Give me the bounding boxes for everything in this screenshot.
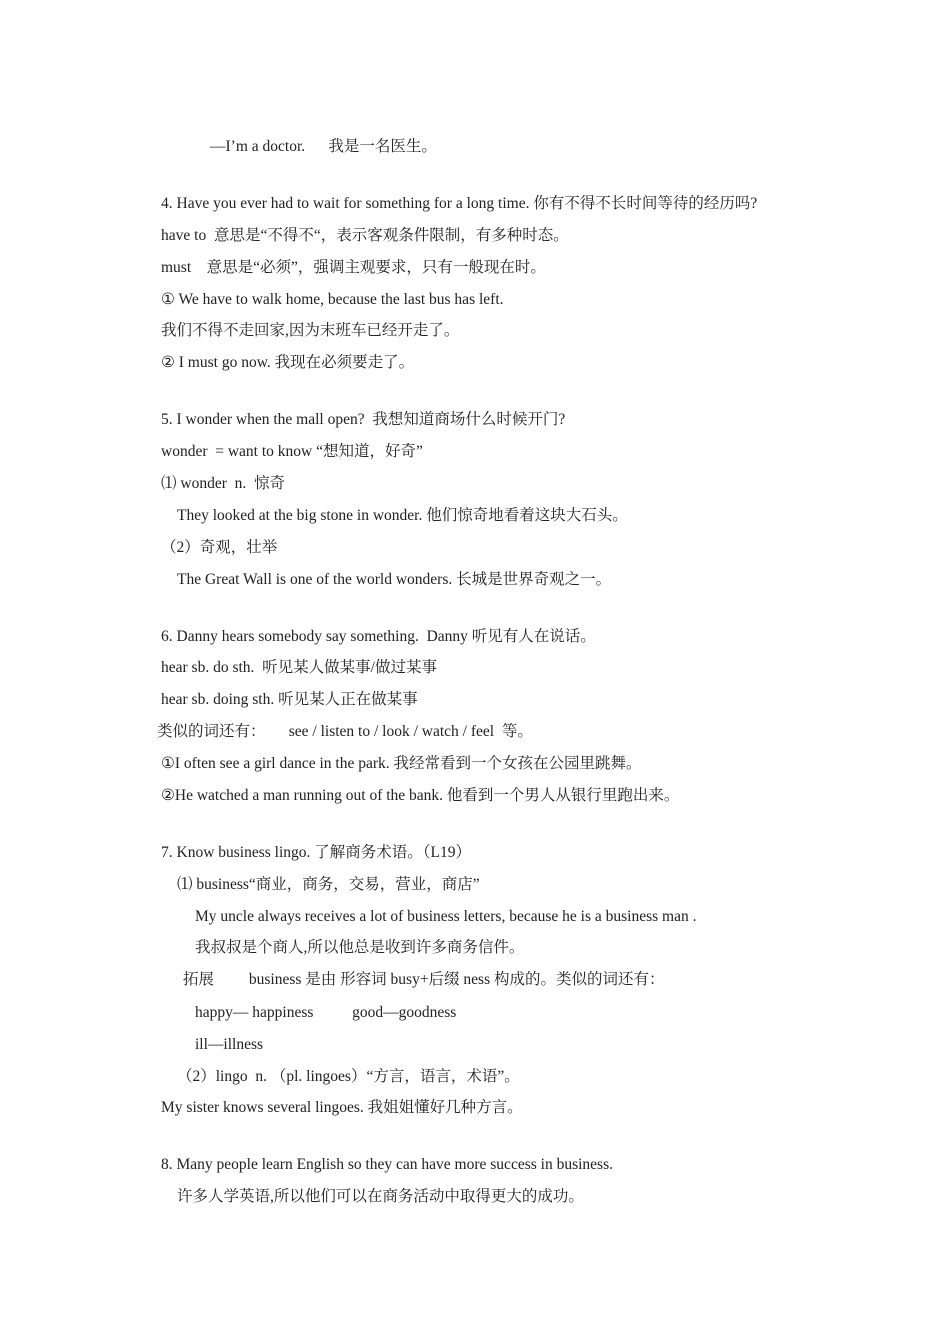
item-6-heading: 6. Danny hears somebody say something. Danny 听见有人在说话。 (161, 628, 596, 645)
text-line: ⑴ business“商业，商务，交易，营业，商店” (177, 876, 480, 893)
text-line: hear sb. doing sth. 听见某人正在做某事 (161, 691, 418, 708)
text-line: ill—illness (195, 1036, 264, 1053)
text-line: 类似的词还有： see / listen to / look / watch / feel 等。 (157, 723, 533, 740)
text-line: My sister knows several lingoes. 我姐姐懂好几种方言。 (161, 1099, 523, 1116)
text-line: have to 意思是“不得不“，表示客观条件限制，有多种时态。 (161, 227, 569, 244)
text-line: The Great Wall is one of the world wonders. 长城是世界奇观之一。 (177, 571, 612, 588)
text-line: （2）lingo n. （pl. lingoes）“方言，语言，术语”。 (177, 1068, 520, 1085)
text-line: ①I often see a girl dance in the park. 我经常看到一个女孩在公园里跳舞。 (161, 755, 642, 772)
text-line: —I’m a doctor. 我是一名医生。 (210, 138, 437, 155)
text-line: They looked at the big stone in wonder. 他们惊奇地看着这块大石头。 (177, 507, 628, 524)
text-line: 许多人学英语,所以他们可以在商务活动中取得更大的成功。 (177, 1188, 584, 1205)
text-line: hear sb. do sth. 听见某人做某事/做过某事 (161, 659, 437, 676)
text-line: ⑴ wonder n. 惊奇 (161, 475, 285, 492)
text-line: must 意思是“必须”，强调主观要求，只有一般现在时。 (161, 259, 546, 276)
text-line: My uncle always receives a lot of business letters, because he is a business man . (195, 908, 697, 925)
text-line: 我们不得不走回家,因为末班车已经开走了。 (161, 322, 460, 339)
text-line: 我叔叔是个商人,所以他总是收到许多商务信件。 (195, 939, 525, 956)
text-line: happy— happiness good—goodness (195, 1004, 457, 1021)
text-line: ②He watched a man running out of the bank. 他看到一个男人从银行里跑出来。 (161, 787, 680, 804)
text-line: ① We have to walk home, because the last bus has left. (161, 291, 504, 308)
item-7-heading: 7. Know business lingo. 了解商务术语。（L19） (161, 844, 472, 861)
item-5-heading: 5. I wonder when the mall open? 我想知道商场什么时候开门? (161, 411, 566, 428)
text-line: wonder = want to know “想知道，好奇” (161, 443, 423, 460)
text-line: ② I must go now. 我现在必须要走了。 (161, 354, 415, 371)
text-line: （2）奇观，壮举 (161, 539, 278, 556)
item-4-heading: 4. Have you ever had to wait for something for a long time. 你有不得不长时间等待的经历吗? (161, 195, 758, 212)
text-line: 拓展 business 是由 形容词 busy+后缀 ness 构成的。类似的词还有： (183, 971, 665, 988)
item-8-heading: 8. Many people learn English so they can have more success in business. (161, 1156, 613, 1173)
